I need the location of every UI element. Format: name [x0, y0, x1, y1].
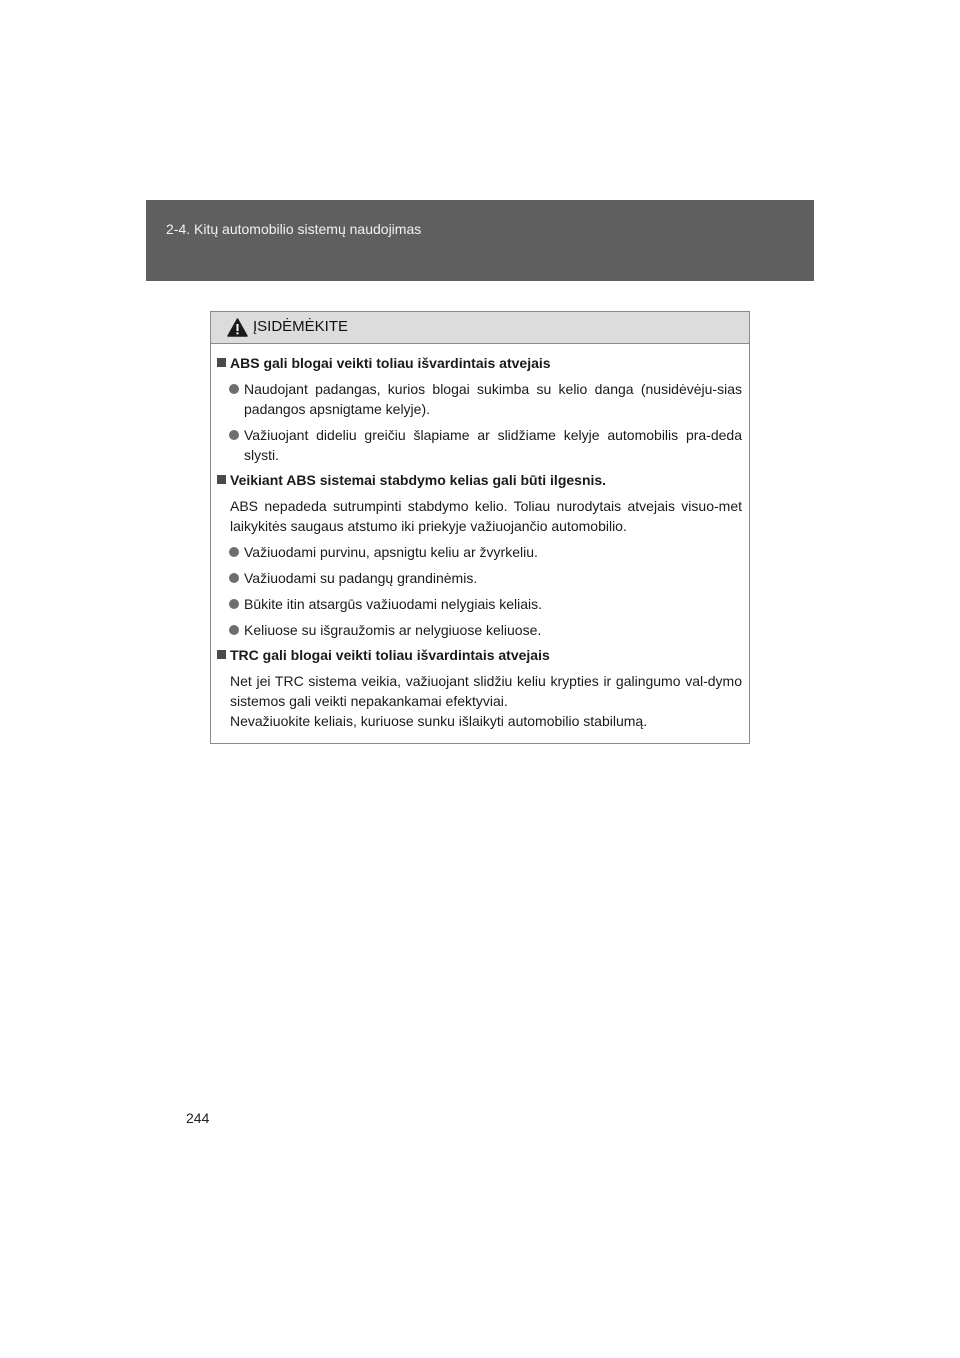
- round-bullet-icon: [229, 625, 239, 635]
- warning-box: [210, 311, 750, 744]
- round-bullet-icon: [229, 547, 239, 557]
- warning-title: ĮSIDĖMĖKITE: [253, 318, 349, 335]
- section-paragraph: Net jei TRC sistema veikia, važiuojant slidžiu keliu krypties ir galingumo val-dymo sistemos gali veikti nepakankamai efektyviai. Nevažiuokite keliais, kuriuose sunku išlaikyti automobilio stabilumą.: [230, 673, 742, 729]
- square-bullet-icon: [217, 358, 226, 367]
- section-heading: TRC gali blogai veikti toliau išvardintais atvejais: [217, 645, 742, 665]
- list-item: Naudojant padangas, kurios blogai sukimba su kelio danga (nusidėvėju-sias padangos apsnigtame kelyje).: [217, 379, 742, 419]
- square-bullet-icon: [217, 475, 226, 484]
- round-bullet-icon: [229, 599, 239, 609]
- round-bullet-icon: [229, 573, 239, 583]
- list-item: Važiuodami purvinu, apsnigtu keliu ar žvyrkeliu.: [217, 542, 742, 562]
- list-item: Važiuodami su padangų grandinėmis.: [217, 568, 742, 588]
- round-bullet-icon: [229, 384, 239, 394]
- section-heading: ABS gali blogai veikti toliau išvardintais atvejais: [217, 353, 742, 373]
- warning-triangle-icon: [227, 318, 248, 337]
- section-paragraph: ABS nepadeda sutrumpinti stabdymo kelio. Toliau nurodytais atvejais visuo-met laikykitės saugaus atstumo iki priekyje važiuojančio automobilio.: [230, 498, 742, 534]
- section-heading: Veikiant ABS sistemai stabdymo kelias gali būti ilgesnis.: [217, 470, 742, 490]
- list-item: Būkite itin atsargūs važiuodami nelygiais keliais.: [217, 594, 742, 614]
- section-header-band: [146, 200, 814, 281]
- square-bullet-icon: [217, 650, 226, 659]
- page-number: 244: [186, 1110, 210, 1126]
- warning-header: [211, 312, 749, 344]
- section-title: 2-4. Kitų automobilio sistemų naudojimas: [166, 221, 422, 237]
- round-bullet-icon: [229, 430, 239, 440]
- warning-content: [211, 344, 749, 731]
- list-item: Važiuojant dideliu greičiu šlapiame ar slidžiame kelyje automobilis pra-deda slysti.: [217, 425, 742, 465]
- list-item: Keliuose su išgraužomis ar nelygiuose keliuose.: [217, 620, 742, 640]
